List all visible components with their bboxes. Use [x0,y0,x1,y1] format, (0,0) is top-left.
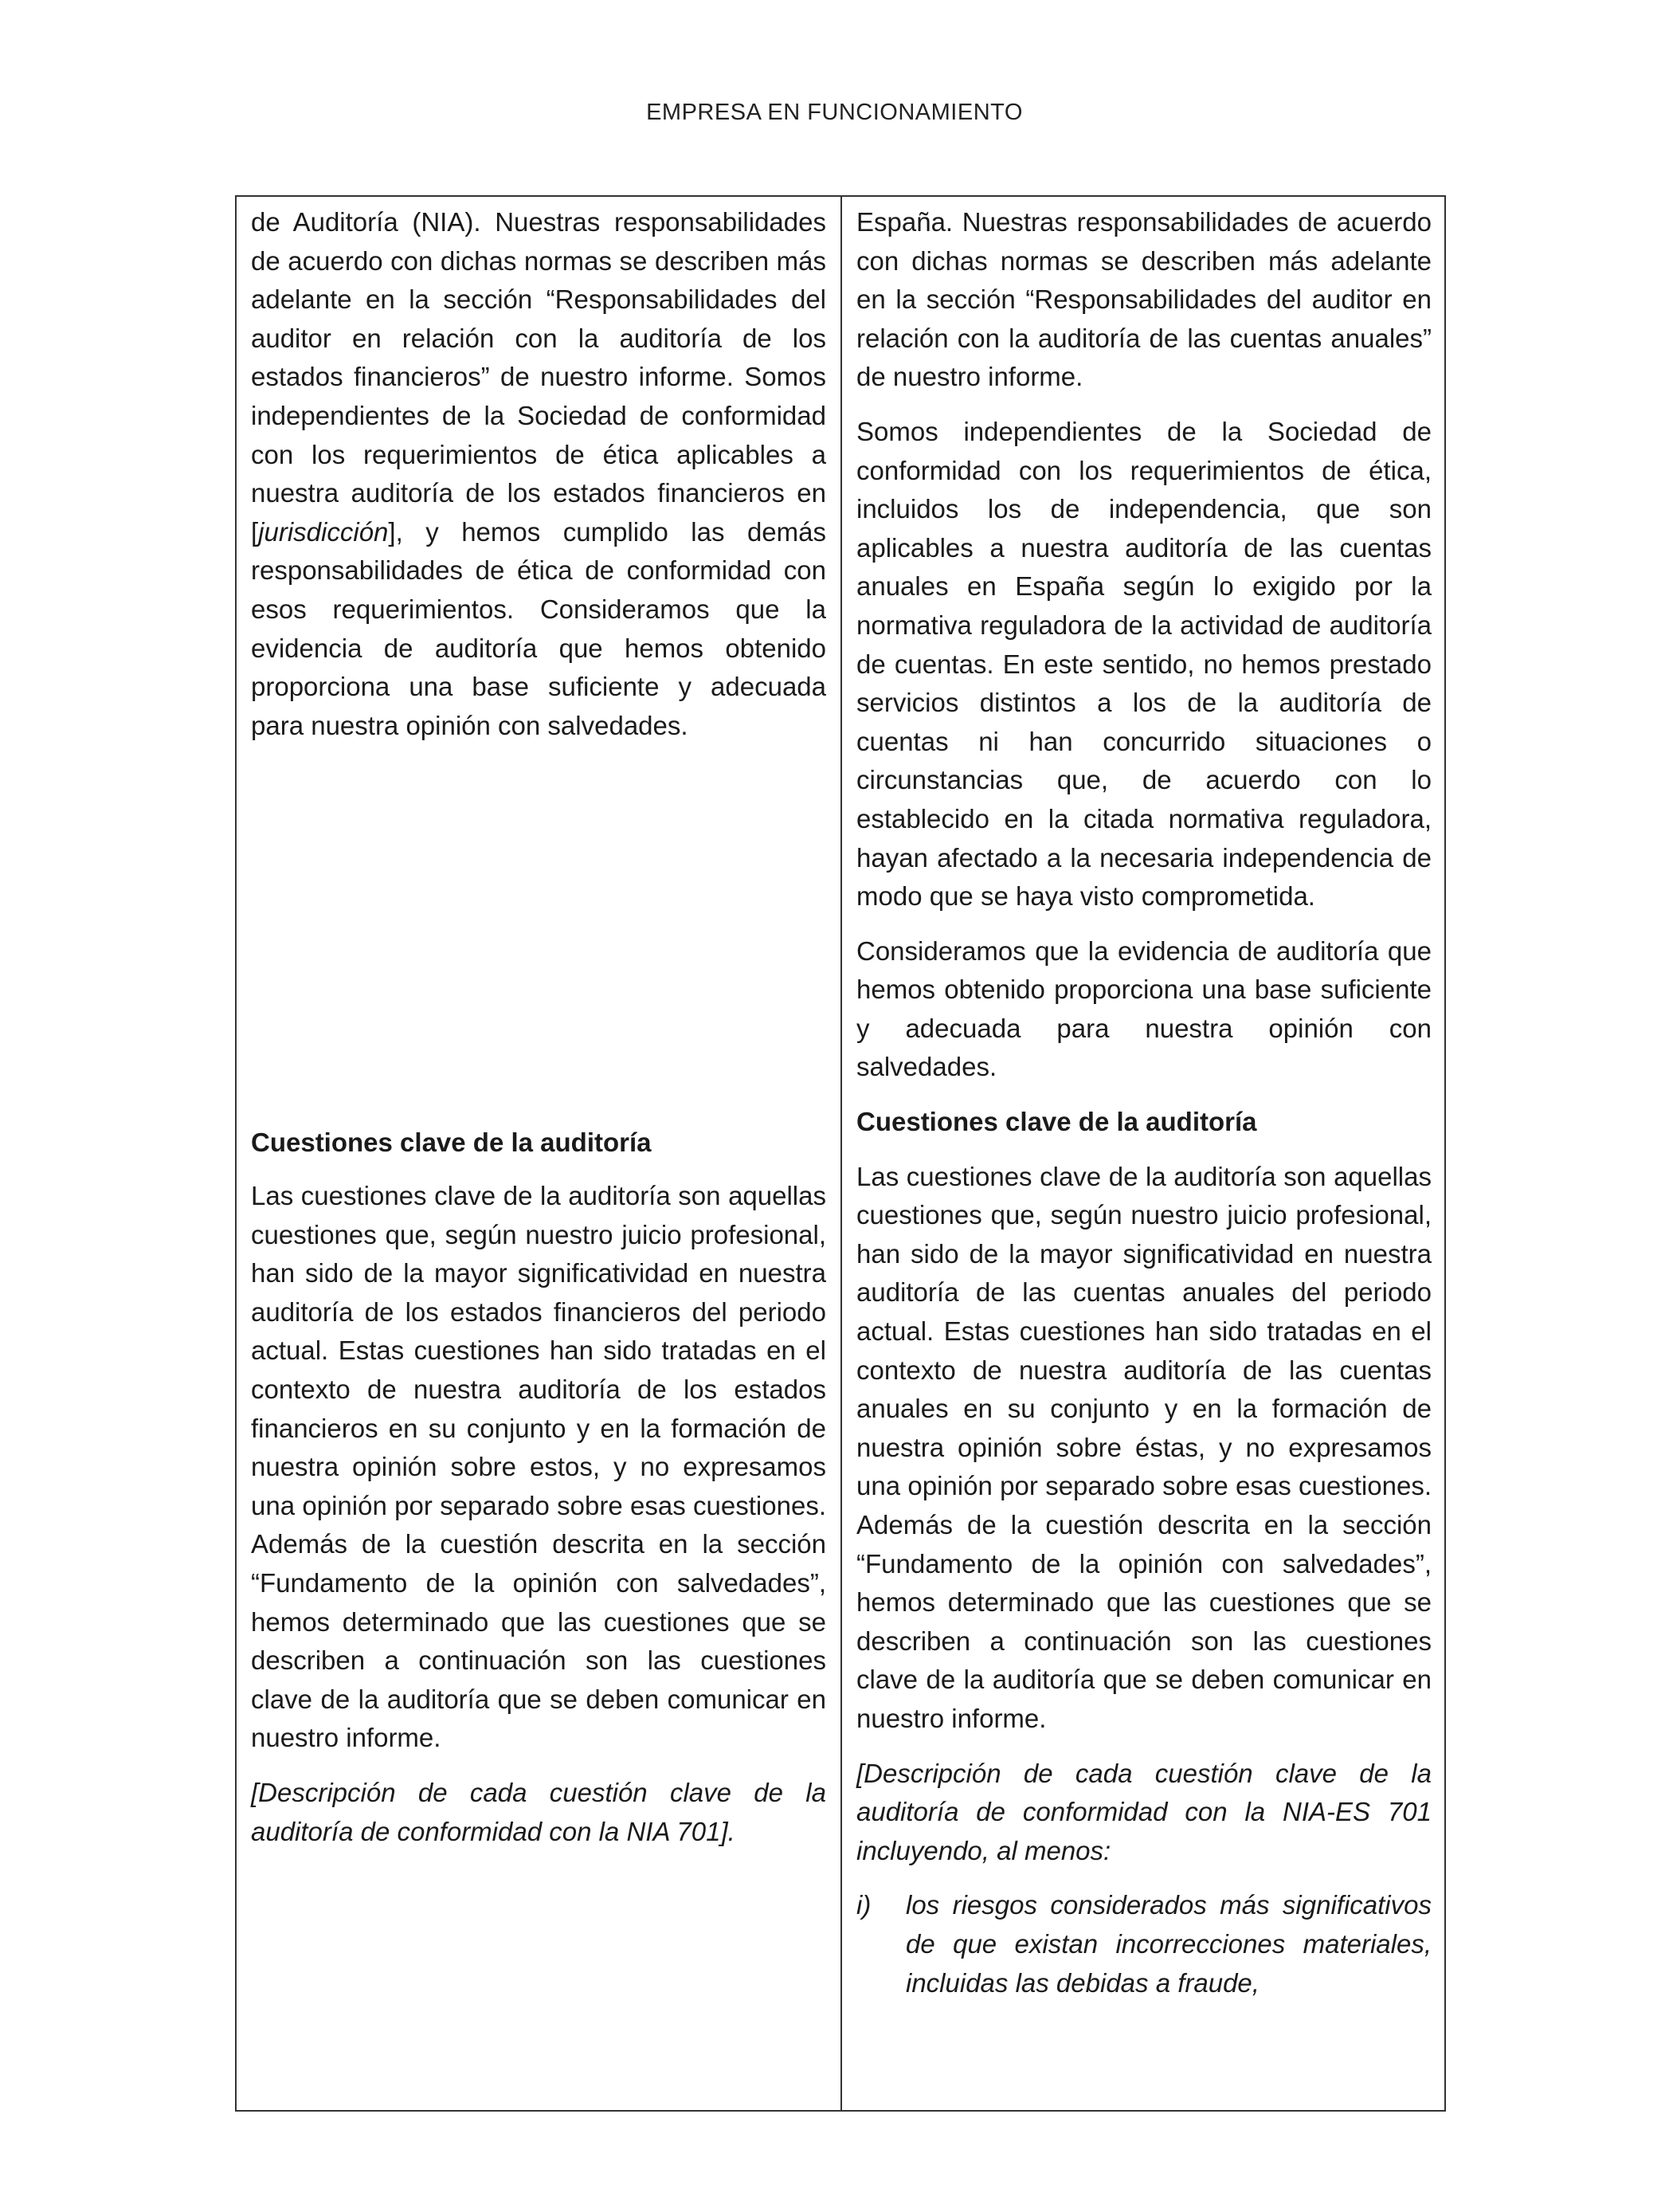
right-paragraph-1: España. Nuestras responsabilidades de acuerdo con dichas normas se describen más adelante en la sección “Responsabilidades del auditor en relación con la auditoría de las cuentas anuales” de nuestro informe. [856,207,1432,392]
list-item [856,1886,1432,2002]
right-paragraph-5: [Descripción de cada cuestión clave de la auditoría de conformidad con la NIA-ES 701 incluyendo, al menos: [856,1758,1432,1865]
comparison-table [235,195,1446,2112]
left-lower-section [251,1177,826,1867]
right-paragraph-4: Las cuestiones clave de la auditoría son aquellas cuestiones que, según nuestro juicio profesional, han sido de la mayor significatividad en nuestra auditoría de las cuentas anuales del periodo actual. Estas cuestiones han sido tratadas en el contexto de nuestra auditoría de las cuentas anuales en su conjunto y en la formación de nuestra opinión sobre éstas, y no expresamos una opinión por separado sobre esas cuestiones. Además de la cuestión descrita en la sección “Fundamento de la opinión con salvedades”, hemos determinado que las cuestiones que se describen a continuación son las cuestiones clave de la auditoría que se deben comunicar en nuestro informe. [856,1161,1432,1733]
left-paragraph-1-start: de Auditoría (NIA). Nuestras responsabilidades de acuerdo con dichas normas se describen más adelante en la sección “Responsabilidades del auditor en relación con la auditoría de los estados financieros” de nuestro informe. Somos independientes de la Sociedad de conformidad con los requerimientos de ética aplicables a nuestra auditoría de los estados financieros en [ [251,207,826,547]
list-item-marker: i) [856,1890,872,1920]
left-paragraph-2: Las cuestiones clave de la auditoría son aquellas cuestiones que, según nuestro juicio profesional, han sido de la mayor significatividad en nuestra auditoría de los estados financieros del periodo actual. Estas cuestiones han sido tratadas en el contexto de nuestra auditoría de los estados financieros en su conjunto y en la formación de nuestra opinión sobre estos, y no expresamos una opinión por separado sobre esas cuestiones. Además de la cuestión descrita en la sección “Fundamento de la opinión con salvedades”, hemos determinado que las cuestiones que se describen a continuación son las cuestiones clave de la auditoría que se deben comunicar en nuestro informe. [251,1181,826,1753]
left-paragraph-1 [251,203,826,745]
right-paragraph-3: Consideramos que la evidencia de auditoría que hemos obtenido proporciona una base suficiente y adecuada para nuestra opinión con salvedades. [856,935,1432,1082]
page-header-title: EMPRESA EN FUNCIONAMIENTO [646,100,1023,125]
left-section-heading: Cuestiones clave de la auditoría [251,1128,652,1157]
right-paragraph-2: Somos independientes de la Sociedad de conformidad con los requerimientos de ética, incluidos los de independencia, que son aplicables a nuestra auditoría de las cuentas anuales en España según lo exigido por la normativa reguladora de la actividad de auditoría de cuentas. En este sentido, no hemos prestado servicios distintos a los de la auditoría de cuentas ni han concurrido situaciones o circunstancias que, de acuerdo con lo establecido en la citada normativa reguladora, hayan afectado a la necesaria independencia de modo que se haya visto comprometida. [856,416,1432,912]
left-paragraph-1-end: ], y hemos cumplido las demás responsabilidades de ética de conformidad con esos requerimientos. Consideramos que la evidencia de auditoría que hemos obtenido proporciona una base suficiente y adecuada para nuestra opinión con salvedades. [251,516,826,740]
right-column [842,197,1446,2110]
left-column [237,197,840,2110]
right-section-heading: Cuestiones clave de la auditoría [856,1107,1257,1137]
left-paragraph-1-jurisdiction: jurisdicción [258,516,389,547]
list-item-text: los riesgos considerados más significativos de que existan incorrecciones materiales, incluidas las debidas a fraude, [906,1890,1432,1998]
left-paragraph-3: [Descripción de cada cuestión clave de la auditoría de conformidad con la NIA 701]. [251,1777,826,1846]
